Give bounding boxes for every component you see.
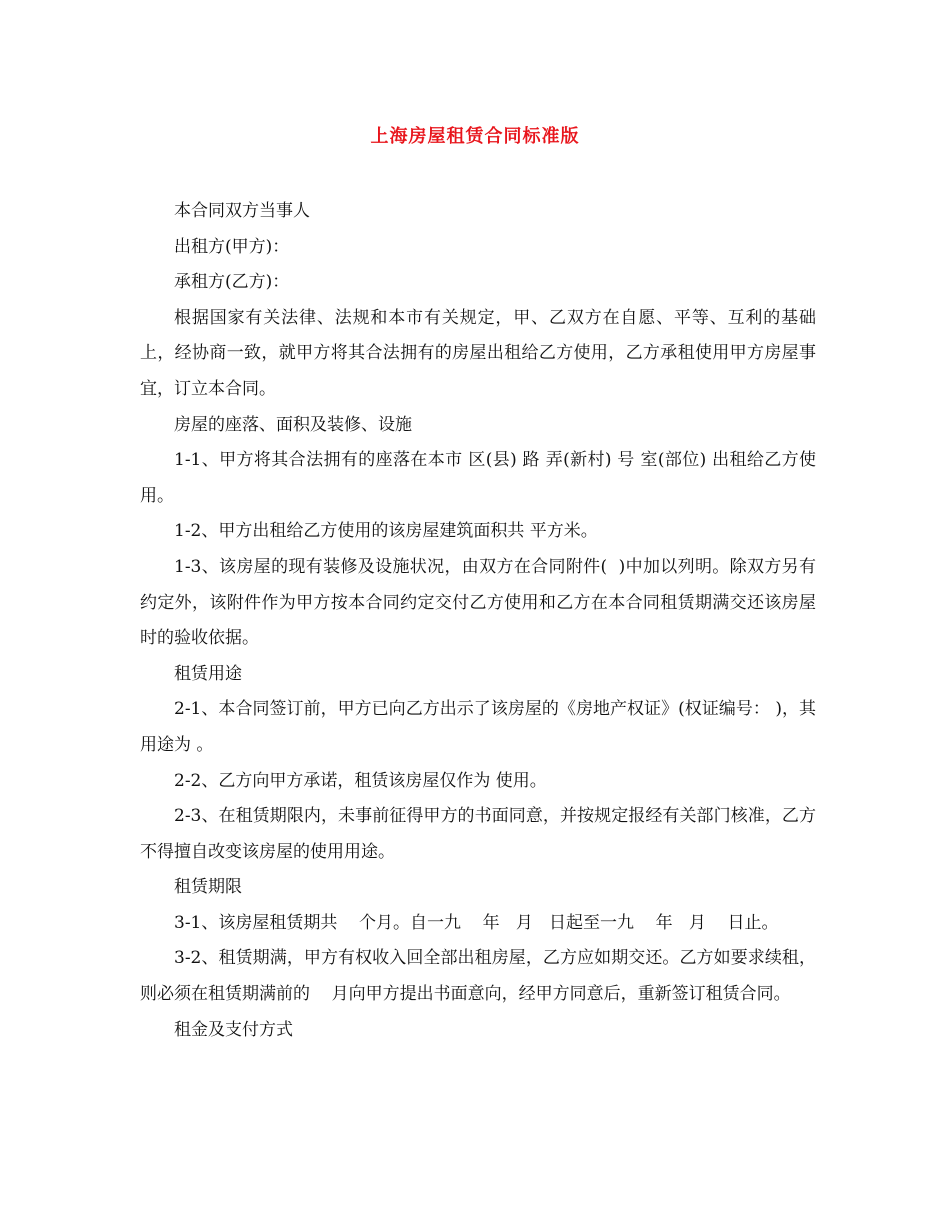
paragraph: 根据国家有关法律、法规和本市有关规定，甲、乙双方在自愿、平等、互利的基础上，经协商一致，就甲方将其合法拥有的房屋出租给乙方使用，乙方承租使用甲方房屋事宜，订立本合同。 — [140, 307, 816, 399]
paragraph: 本合同双方当事人 — [174, 201, 310, 221]
section-heading: 房屋的座落、面积及装修、设施 — [174, 414, 412, 435]
paragraph: 2-3、在租赁期限内，未事前征得甲方的书面同意，并按规定报经有关部门核准，乙方不得擅自改变该房屋的使用用途。 — [140, 806, 816, 862]
paragraph: 1-1、甲方将其合法拥有的座落在本市 区(县) 路 弄(新村) 号 室(部位) 出租给乙方使用。 — [140, 450, 816, 506]
section-heading: 租赁用途 — [174, 663, 242, 684]
paragraph: 3-1、该房屋租赁期共 个月。自一九 年 月 日起至一九 年 月 日止。 — [174, 912, 779, 933]
section-heading: 租金及支付方式 — [174, 1019, 293, 1040]
paragraph: 承租方(乙方)： — [174, 272, 290, 293]
paragraph: 2-2、乙方向甲方承诺，租赁该房屋仅作为 使用。 — [174, 770, 547, 791]
document-body — [140, 194, 816, 1048]
paragraph: 1-2、甲方出租给乙方使用的该房屋建筑面积共 平方米。 — [174, 521, 598, 542]
paragraph: 3-2、租赁期满，甲方有权收入回全部出租房屋，乙方应如期交还。乙方如要求续租，则必须在租赁期满前的 月向甲方提出书面意向，经甲方同意后，重新签订租赁合同。 — [140, 948, 816, 1005]
document-title: 上海房屋租赁合同标准版 — [370, 126, 580, 147]
paragraph: 1-3、该房屋的现有装修及设施状况，由双方在合同附件( )中加以列明。除双方另有约定外，该附件作为甲方按本合同约定交付乙方使用和乙方在本合同租赁期满交还该房屋时的验收依据。 — [140, 556, 816, 649]
section-heading: 租赁期限 — [174, 877, 242, 898]
paragraph: 2-1、本合同签订前，甲方已向乙方出示了该房屋的《房地产权证》(权证编号： )，其用途为 。 — [140, 699, 816, 755]
paragraph: 出租方(甲方)： — [174, 236, 290, 257]
